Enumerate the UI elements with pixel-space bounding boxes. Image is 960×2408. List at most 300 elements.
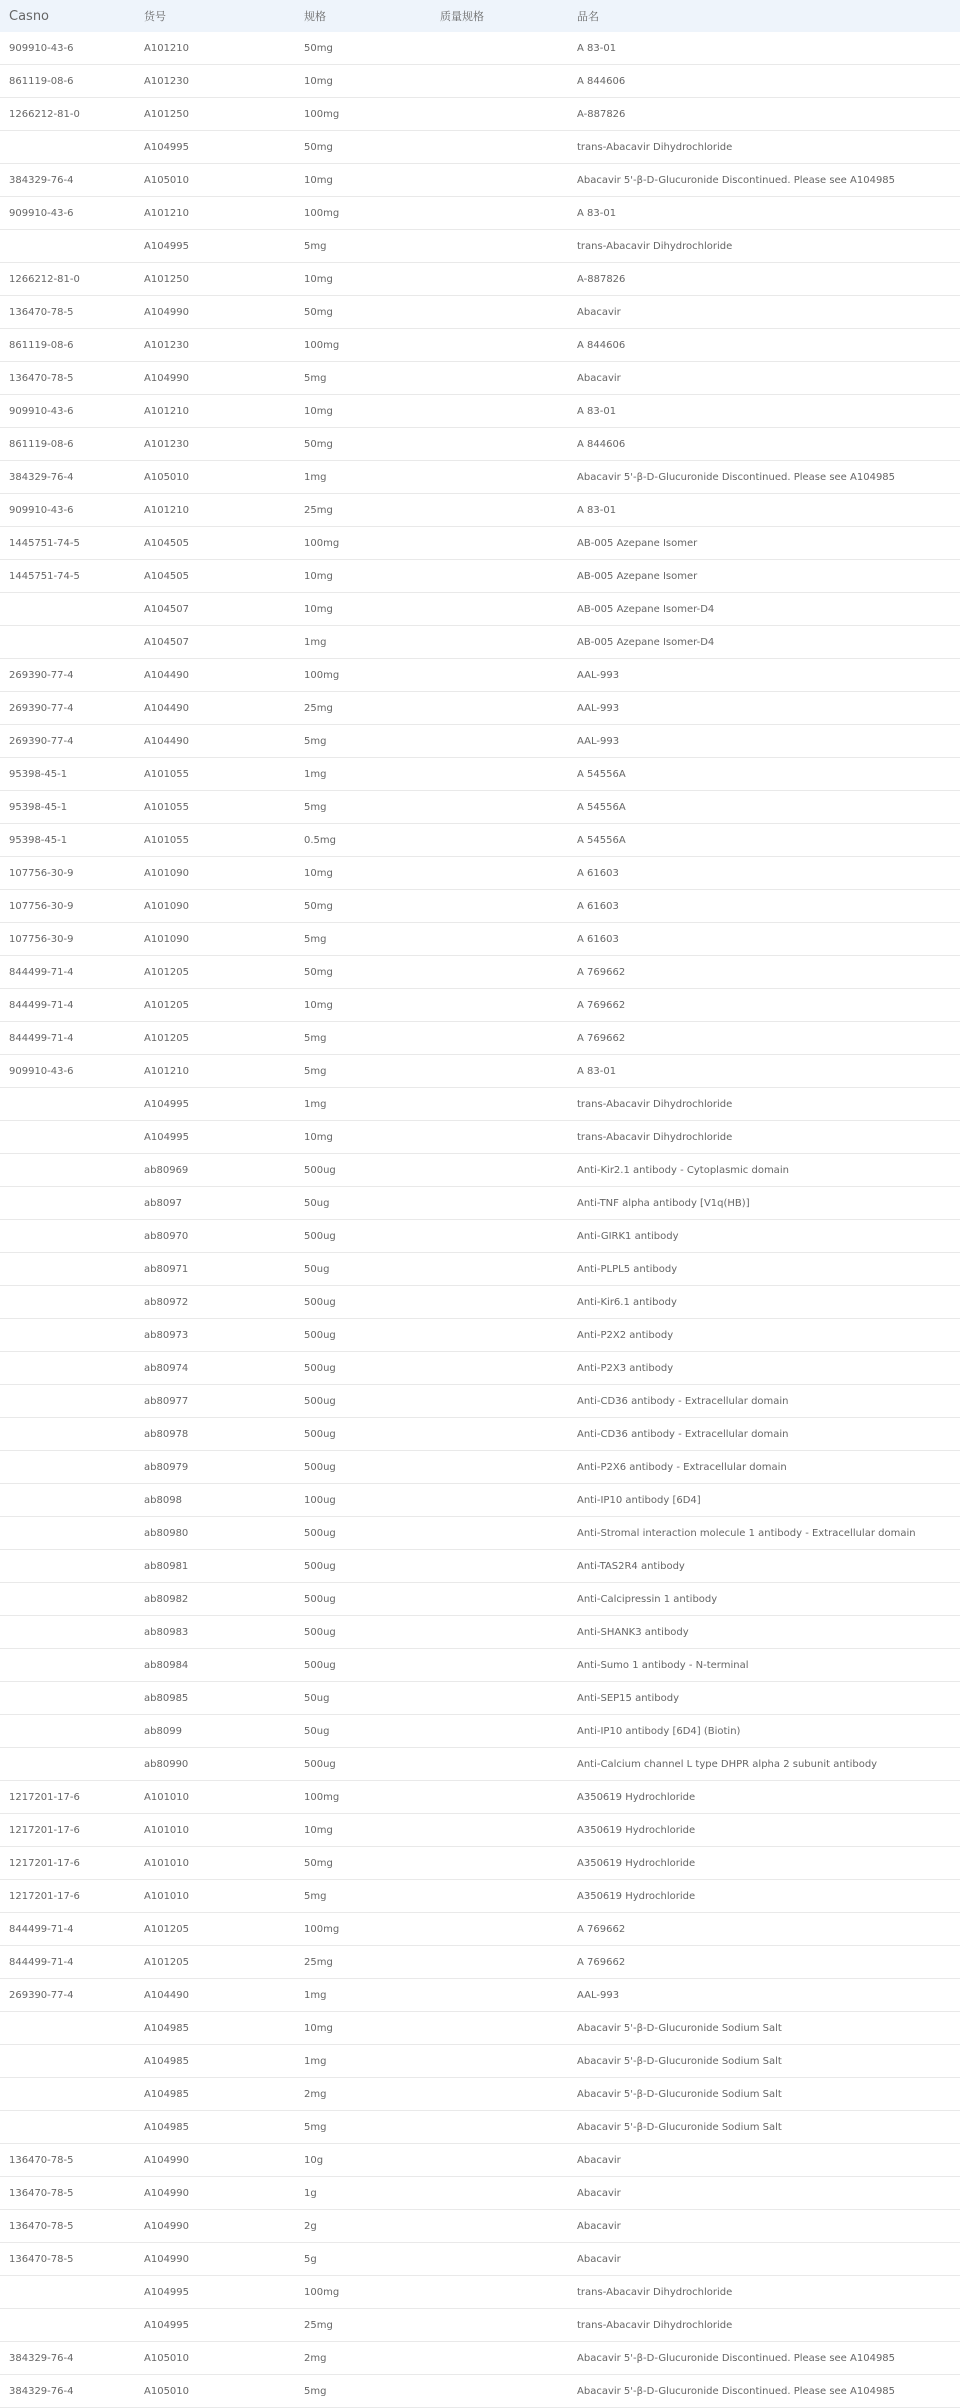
header-code: 货号 xyxy=(135,0,295,32)
cell-spec: 10mg xyxy=(295,560,431,593)
cell-quality xyxy=(431,1484,568,1517)
table-body xyxy=(0,32,960,2408)
cell-code: A104985 xyxy=(135,2012,295,2045)
cell-quality xyxy=(431,263,568,296)
cell-code: A104490 xyxy=(135,659,295,692)
cell-name: Anti-CD36 antibody - Extracellular domain xyxy=(568,1385,960,1418)
table-row xyxy=(0,32,960,65)
cell-spec: 10g xyxy=(295,2144,431,2177)
cell-quality xyxy=(431,857,568,890)
cell-casno xyxy=(0,1451,135,1484)
cell-name: Anti-CD36 antibody - Extracellular domain xyxy=(568,1418,960,1451)
table-row xyxy=(0,1022,960,1055)
cell-quality xyxy=(431,296,568,329)
table-row xyxy=(0,428,960,461)
cell-name: trans-Abacavir Dihydrochloride xyxy=(568,1121,960,1154)
cell-quality xyxy=(431,989,568,1022)
cell-quality xyxy=(431,725,568,758)
table-row xyxy=(0,296,960,329)
cell-name: Abacavir 5'-β-D-Glucuronide Discontinued. Please see A104985 xyxy=(568,164,960,197)
cell-code: A104990 xyxy=(135,2144,295,2177)
cell-name: Abacavir xyxy=(568,2243,960,2276)
cell-name: AB-005 Azepane Isomer-D4 xyxy=(568,626,960,659)
cell-quality xyxy=(431,2144,568,2177)
cell-casno: 1445751-74-5 xyxy=(0,560,135,593)
cell-quality xyxy=(431,692,568,725)
cell-code: ab80977 xyxy=(135,1385,295,1418)
cell-name: A 83-01 xyxy=(568,32,960,65)
cell-casno xyxy=(0,2111,135,2144)
cell-quality xyxy=(431,1682,568,1715)
cell-code: ab80981 xyxy=(135,1550,295,1583)
cell-code: ab8099 xyxy=(135,1715,295,1748)
cell-code: A104490 xyxy=(135,692,295,725)
cell-spec: 10mg xyxy=(295,263,431,296)
cell-quality xyxy=(431,1187,568,1220)
table-row xyxy=(0,758,960,791)
cell-quality xyxy=(431,1814,568,1847)
cell-quality xyxy=(431,2012,568,2045)
cell-quality xyxy=(431,1715,568,1748)
cell-casno xyxy=(0,1682,135,1715)
cell-quality xyxy=(431,2111,568,2144)
cell-spec: 500ug xyxy=(295,1649,431,1682)
cell-code: A104990 xyxy=(135,2210,295,2243)
cell-quality xyxy=(431,197,568,230)
table-row xyxy=(0,461,960,494)
cell-code: ab80983 xyxy=(135,1616,295,1649)
cell-spec: 1mg xyxy=(295,2045,431,2078)
cell-code: A101010 xyxy=(135,1880,295,1913)
cell-name: A 844606 xyxy=(568,65,960,98)
cell-code: A104505 xyxy=(135,527,295,560)
table-row xyxy=(0,98,960,131)
cell-name: Anti-P2X3 antibody xyxy=(568,1352,960,1385)
table-row xyxy=(0,131,960,164)
cell-code: A105010 xyxy=(135,2375,295,2408)
cell-spec: 5mg xyxy=(295,1055,431,1088)
cell-name: Anti-Sumo 1 antibody - N-terminal xyxy=(568,1649,960,1682)
cell-spec: 10mg xyxy=(295,857,431,890)
cell-casno xyxy=(0,1649,135,1682)
cell-quality xyxy=(431,1781,568,1814)
table-row xyxy=(0,2045,960,2078)
cell-name: A 769662 xyxy=(568,1022,960,1055)
cell-quality xyxy=(431,1583,568,1616)
cell-code: A101055 xyxy=(135,791,295,824)
cell-quality xyxy=(431,1979,568,2012)
cell-name: A350619 Hydrochloride xyxy=(568,1880,960,1913)
cell-code: ab80978 xyxy=(135,1418,295,1451)
cell-spec: 500ug xyxy=(295,1517,431,1550)
cell-spec: 10mg xyxy=(295,164,431,197)
cell-casno: 269390-77-4 xyxy=(0,659,135,692)
cell-spec: 5mg xyxy=(295,923,431,956)
cell-quality xyxy=(431,824,568,857)
cell-casno: 1217201-17-6 xyxy=(0,1814,135,1847)
cell-quality xyxy=(431,1253,568,1286)
cell-name: A 61603 xyxy=(568,890,960,923)
cell-code: ab80971 xyxy=(135,1253,295,1286)
cell-spec: 50mg xyxy=(295,956,431,989)
table-row xyxy=(0,362,960,395)
table-row xyxy=(0,2012,960,2045)
cell-quality xyxy=(431,1319,568,1352)
cell-casno: 95398-45-1 xyxy=(0,791,135,824)
cell-name: Abacavir 5'-β-D-Glucuronide Sodium Salt xyxy=(568,2012,960,2045)
cell-quality xyxy=(431,2045,568,2078)
cell-name: A350619 Hydrochloride xyxy=(568,1847,960,1880)
cell-quality xyxy=(431,1286,568,1319)
table-row xyxy=(0,560,960,593)
cell-name: A 844606 xyxy=(568,329,960,362)
cell-casno: 136470-78-5 xyxy=(0,2177,135,2210)
cell-spec: 5mg xyxy=(295,1880,431,1913)
cell-name: A 54556A xyxy=(568,791,960,824)
cell-code: A101055 xyxy=(135,758,295,791)
cell-spec: 50mg xyxy=(295,32,431,65)
cell-name: A 769662 xyxy=(568,989,960,1022)
cell-name: trans-Abacavir Dihydrochloride xyxy=(568,1088,960,1121)
cell-quality xyxy=(431,890,568,923)
cell-casno xyxy=(0,230,135,263)
cell-casno: 844499-71-4 xyxy=(0,1946,135,1979)
cell-name: Abacavir 5'-β-D-Glucuronide Discontinued. Please see A104985 xyxy=(568,2375,960,2408)
table-row xyxy=(0,2078,960,2111)
cell-spec: 10mg xyxy=(295,2012,431,2045)
cell-casno xyxy=(0,1286,135,1319)
cell-spec: 10mg xyxy=(295,1121,431,1154)
table-row xyxy=(0,263,960,296)
cell-name: A350619 Hydrochloride xyxy=(568,1814,960,1847)
cell-spec: 50mg xyxy=(295,1847,431,1880)
cell-code: A101205 xyxy=(135,989,295,1022)
cell-spec: 2g xyxy=(295,2210,431,2243)
cell-spec: 500ug xyxy=(295,1550,431,1583)
cell-casno xyxy=(0,1583,135,1616)
cell-code: ab80984 xyxy=(135,1649,295,1682)
table-row xyxy=(0,1220,960,1253)
cell-quality xyxy=(431,956,568,989)
cell-name: Abacavir xyxy=(568,2210,960,2243)
table-row xyxy=(0,626,960,659)
cell-code: A104995 xyxy=(135,230,295,263)
cell-quality xyxy=(431,923,568,956)
cell-casno xyxy=(0,2045,135,2078)
cell-quality xyxy=(431,461,568,494)
cell-quality xyxy=(431,2375,568,2408)
cell-casno: 1217201-17-6 xyxy=(0,1880,135,1913)
cell-name: A 54556A xyxy=(568,824,960,857)
cell-casno xyxy=(0,1220,135,1253)
cell-code: A101210 xyxy=(135,395,295,428)
cell-quality xyxy=(431,1451,568,1484)
cell-code: ab8097 xyxy=(135,1187,295,1220)
table-row xyxy=(0,2342,960,2375)
cell-code: A101210 xyxy=(135,32,295,65)
cell-quality xyxy=(431,527,568,560)
cell-spec: 10mg xyxy=(295,395,431,428)
cell-name: A 769662 xyxy=(568,956,960,989)
cell-code: A101090 xyxy=(135,923,295,956)
table-row xyxy=(0,1385,960,1418)
cell-spec: 50mg xyxy=(295,131,431,164)
cell-quality xyxy=(431,428,568,461)
cell-casno: 136470-78-5 xyxy=(0,296,135,329)
cell-code: A101010 xyxy=(135,1781,295,1814)
table-row xyxy=(0,1418,960,1451)
cell-casno xyxy=(0,1352,135,1385)
table-row xyxy=(0,197,960,230)
table-row xyxy=(0,2276,960,2309)
cell-code: ab8098 xyxy=(135,1484,295,1517)
cell-code: A104990 xyxy=(135,2177,295,2210)
cell-code: ab80982 xyxy=(135,1583,295,1616)
cell-spec: 5g xyxy=(295,2243,431,2276)
cell-spec: 5mg xyxy=(295,791,431,824)
table-row xyxy=(0,956,960,989)
table-row xyxy=(0,1517,960,1550)
table-row xyxy=(0,791,960,824)
cell-code: A104985 xyxy=(135,2078,295,2111)
cell-casno: 844499-71-4 xyxy=(0,956,135,989)
cell-name: A 769662 xyxy=(568,1913,960,1946)
table-row xyxy=(0,1451,960,1484)
cell-code: ab80985 xyxy=(135,1682,295,1715)
cell-name: A 83-01 xyxy=(568,197,960,230)
cell-code: A101205 xyxy=(135,1946,295,1979)
cell-code: A104995 xyxy=(135,1088,295,1121)
table-row xyxy=(0,2111,960,2144)
table-row xyxy=(0,2309,960,2342)
cell-casno: 384329-76-4 xyxy=(0,2375,135,2408)
table-row xyxy=(0,1781,960,1814)
cell-name: A 54556A xyxy=(568,758,960,791)
cell-casno xyxy=(0,2078,135,2111)
cell-code: ab80973 xyxy=(135,1319,295,1352)
cell-quality xyxy=(431,32,568,65)
table-row xyxy=(0,1286,960,1319)
cell-spec: 0.5mg xyxy=(295,824,431,857)
cell-code: A105010 xyxy=(135,461,295,494)
header-row xyxy=(0,0,960,32)
table-row xyxy=(0,1847,960,1880)
cell-name: Anti-PLPL5 antibody xyxy=(568,1253,960,1286)
cell-casno: 909910-43-6 xyxy=(0,395,135,428)
cell-code: A105010 xyxy=(135,164,295,197)
cell-name: A 769662 xyxy=(568,1946,960,1979)
cell-quality xyxy=(431,593,568,626)
table-row xyxy=(0,1880,960,1913)
cell-spec: 5mg xyxy=(295,230,431,263)
cell-code: A104985 xyxy=(135,2045,295,2078)
cell-name: A350619 Hydrochloride xyxy=(568,1781,960,1814)
cell-code: A104995 xyxy=(135,2276,295,2309)
cell-quality xyxy=(431,791,568,824)
cell-spec: 100mg xyxy=(295,527,431,560)
table-row xyxy=(0,1946,960,1979)
cell-code: A101055 xyxy=(135,824,295,857)
cell-spec: 500ug xyxy=(295,1748,431,1781)
cell-name: A 61603 xyxy=(568,857,960,890)
cell-name: Anti-P2X6 antibody - Extracellular domain xyxy=(568,1451,960,1484)
cell-quality xyxy=(431,626,568,659)
cell-code: A101010 xyxy=(135,1847,295,1880)
table-row xyxy=(0,725,960,758)
cell-quality xyxy=(431,395,568,428)
cell-quality xyxy=(431,1616,568,1649)
table-row xyxy=(0,2210,960,2243)
cell-casno xyxy=(0,1616,135,1649)
cell-name: AAL-993 xyxy=(568,725,960,758)
cell-quality xyxy=(431,1847,568,1880)
table-header xyxy=(0,0,960,32)
table-row xyxy=(0,2144,960,2177)
cell-name: Abacavir xyxy=(568,2177,960,2210)
cell-code: A101210 xyxy=(135,494,295,527)
cell-casno: 844499-71-4 xyxy=(0,1022,135,1055)
cell-spec: 100mg xyxy=(295,329,431,362)
cell-casno: 1217201-17-6 xyxy=(0,1847,135,1880)
cell-spec: 25mg xyxy=(295,494,431,527)
cell-code: A101090 xyxy=(135,890,295,923)
cell-code: A101230 xyxy=(135,428,295,461)
table-row xyxy=(0,230,960,263)
cell-name: A-887826 xyxy=(568,98,960,131)
cell-spec: 10mg xyxy=(295,989,431,1022)
cell-spec: 10mg xyxy=(295,1814,431,1847)
header-name: 品名 xyxy=(568,0,960,32)
cell-spec: 1mg xyxy=(295,461,431,494)
cell-code: A101010 xyxy=(135,1814,295,1847)
cell-code: A101230 xyxy=(135,65,295,98)
cell-casno: 1266212-81-0 xyxy=(0,98,135,131)
cell-name: Abacavir 5'-β-D-Glucuronide Discontinued. Please see A104985 xyxy=(568,461,960,494)
cell-quality xyxy=(431,1352,568,1385)
cell-code: ab80974 xyxy=(135,1352,295,1385)
cell-spec: 500ug xyxy=(295,1418,431,1451)
cell-casno xyxy=(0,1550,135,1583)
header-quality: 质量规格 xyxy=(431,0,568,32)
cell-quality xyxy=(431,98,568,131)
cell-code: A104995 xyxy=(135,131,295,164)
cell-casno: 861119-08-6 xyxy=(0,65,135,98)
cell-quality xyxy=(431,494,568,527)
cell-spec: 50ug xyxy=(295,1715,431,1748)
cell-casno xyxy=(0,131,135,164)
cell-quality xyxy=(431,659,568,692)
cell-spec: 1g xyxy=(295,2177,431,2210)
cell-casno: 269390-77-4 xyxy=(0,725,135,758)
cell-code: A104507 xyxy=(135,626,295,659)
cell-casno xyxy=(0,1715,135,1748)
cell-code: ab80979 xyxy=(135,1451,295,1484)
cell-spec: 50ug xyxy=(295,1682,431,1715)
table-row xyxy=(0,1319,960,1352)
cell-spec: 50mg xyxy=(295,890,431,923)
cell-name: AAL-993 xyxy=(568,1979,960,2012)
cell-spec: 500ug xyxy=(295,1385,431,1418)
cell-code: ab80972 xyxy=(135,1286,295,1319)
cell-name: Anti-Calcium channel L type DHPR alpha 2 subunit antibody xyxy=(568,1748,960,1781)
cell-quality xyxy=(431,2177,568,2210)
cell-spec: 5mg xyxy=(295,725,431,758)
cell-spec: 500ug xyxy=(295,1451,431,1484)
cell-casno xyxy=(0,1385,135,1418)
cell-code: A104507 xyxy=(135,593,295,626)
table-row xyxy=(0,923,960,956)
cell-casno xyxy=(0,1517,135,1550)
cell-quality xyxy=(431,2309,568,2342)
cell-name: A 61603 xyxy=(568,923,960,956)
cell-spec: 100mg xyxy=(295,98,431,131)
header-spec: 规格 xyxy=(295,0,431,32)
cell-code: A101230 xyxy=(135,329,295,362)
cell-spec: 500ug xyxy=(295,1616,431,1649)
cell-code: ab80980 xyxy=(135,1517,295,1550)
cell-code: A101210 xyxy=(135,1055,295,1088)
cell-name: A 83-01 xyxy=(568,1055,960,1088)
table-row xyxy=(0,2177,960,2210)
cell-spec: 1mg xyxy=(295,1979,431,2012)
cell-code: ab80969 xyxy=(135,1154,295,1187)
cell-quality xyxy=(431,362,568,395)
table-row xyxy=(0,989,960,1022)
cell-casno: 269390-77-4 xyxy=(0,1979,135,2012)
table-row xyxy=(0,2375,960,2408)
cell-code: A104990 xyxy=(135,2243,295,2276)
cell-quality xyxy=(431,1154,568,1187)
cell-spec: 100mg xyxy=(295,197,431,230)
cell-casno: 909910-43-6 xyxy=(0,197,135,230)
cell-name: Abacavir xyxy=(568,296,960,329)
cell-casno: 861119-08-6 xyxy=(0,428,135,461)
cell-spec: 5mg xyxy=(295,362,431,395)
cell-spec: 100mg xyxy=(295,1913,431,1946)
table-row xyxy=(0,1715,960,1748)
cell-casno xyxy=(0,1748,135,1781)
cell-casno xyxy=(0,1088,135,1121)
cell-quality xyxy=(431,1913,568,1946)
cell-spec: 50mg xyxy=(295,428,431,461)
cell-casno xyxy=(0,1154,135,1187)
cell-spec: 100mg xyxy=(295,1781,431,1814)
cell-spec: 25mg xyxy=(295,692,431,725)
cell-quality xyxy=(431,1022,568,1055)
cell-code: A104490 xyxy=(135,725,295,758)
table-row xyxy=(0,1814,960,1847)
cell-quality xyxy=(431,1649,568,1682)
cell-name: Anti-TAS2R4 antibody xyxy=(568,1550,960,1583)
cell-name: trans-Abacavir Dihydrochloride xyxy=(568,2309,960,2342)
cell-spec: 500ug xyxy=(295,1583,431,1616)
cell-code: A104505 xyxy=(135,560,295,593)
cell-spec: 1mg xyxy=(295,1088,431,1121)
cell-quality xyxy=(431,2342,568,2375)
cell-casno: 909910-43-6 xyxy=(0,494,135,527)
cell-casno xyxy=(0,593,135,626)
cell-casno xyxy=(0,626,135,659)
cell-spec: 100mg xyxy=(295,659,431,692)
cell-spec: 2mg xyxy=(295,2342,431,2375)
cell-quality xyxy=(431,1055,568,1088)
cell-name: Abacavir xyxy=(568,2144,960,2177)
cell-casno: 1445751-74-5 xyxy=(0,527,135,560)
cell-casno: 136470-78-5 xyxy=(0,362,135,395)
table-row xyxy=(0,527,960,560)
table-row xyxy=(0,1616,960,1649)
table-row xyxy=(0,1748,960,1781)
